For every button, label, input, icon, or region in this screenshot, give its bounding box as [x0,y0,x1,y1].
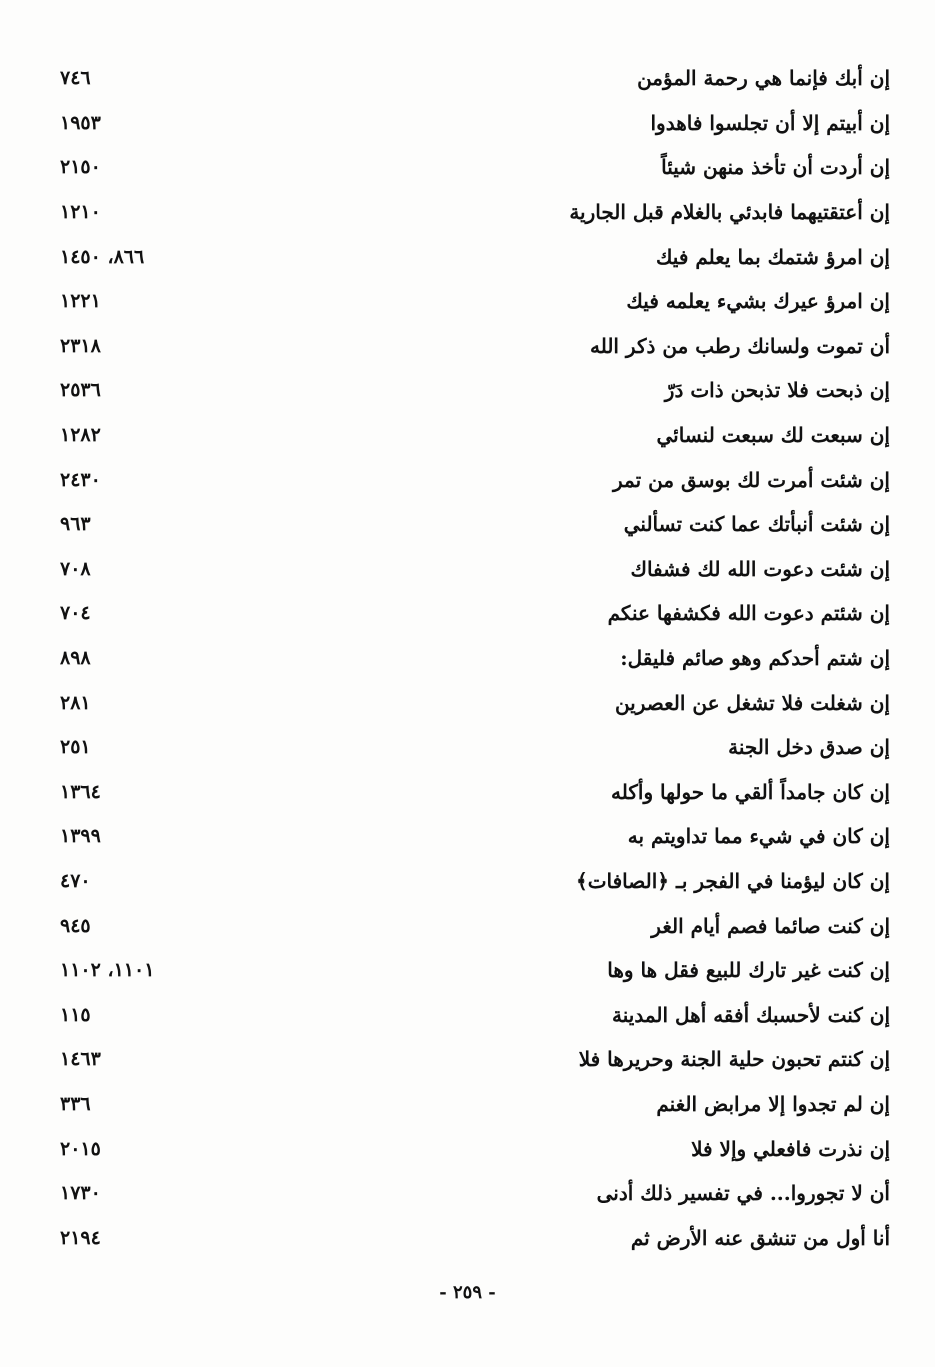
index-entry [60,1126,890,1171]
page-number: - ٢٥٩ - [439,1282,496,1303]
entry-text: أنا أول من تنشق عنه الأرض ثم [630,1225,890,1250]
entry-text: إن سبعت لك سبعت لنسائي [656,423,890,448]
entry-text: إن شئت أنبأتك عما كنت تسألني [623,512,890,537]
entry-text: أن تموت ولسانك رطب من ذكر الله [589,333,890,358]
entry-text: إن كنتم تحبون حلية الجنة وحريرها فلا [578,1047,890,1072]
entry-text: إن امرؤ شتمك بما يعلم فيك [655,244,890,269]
entry-reference-number: ٢٤٣٠ [60,468,101,491]
index-entry [60,368,890,413]
entry-reference-number: ٩٤٥ [60,914,91,937]
index-entry [60,547,890,592]
entry-text: إن كنت لأحسبك أفقه أهل المدينة [612,1002,890,1027]
index-entry [60,636,890,681]
entry-reference-number: ٣٣٦ [60,1092,91,1115]
entry-text: إن شئتم دعوت الله فكشفها عنكم [607,601,890,626]
index-entry [60,324,890,369]
entry-reference-number: ٢١٩٤ [60,1226,101,1249]
entry-text: إن أبيتم إلا أن تجلسوا فاهدوا [650,110,890,135]
index-entry [60,859,890,904]
entry-text: إن شتم أحدكم وهو صائم فليقل: [620,646,890,671]
index-entry [60,591,890,636]
index-entry [60,234,890,279]
entry-reference-number: ١٢١٠ [60,201,101,224]
index-entry [60,992,890,1037]
entry-reference-number: ٨٦٦، ١٤٥٠ [60,245,145,268]
entry-reference-number: ١١٠١، ١١٠٢ [60,959,155,982]
entry-reference-number: ١٤٦٣ [60,1048,101,1071]
index-entry [60,190,890,235]
entry-text: إن شئت دعوت الله لك فشفاك [630,556,890,581]
entry-reference-number: ٩٦٣ [60,513,91,536]
entry-text: إن امرؤ عيرك بشيء يعلمه فيك [626,289,890,314]
entry-reference-number: ١٩٥٣ [60,111,101,134]
entry-reference-number: ٤٧٠ [60,869,91,892]
entry-text: إن كنت غير تارك للبيع فقل ها وها [607,958,890,983]
entry-text: إن كان في شيء مما تداويتم به [627,824,890,849]
entry-reference-number: ٧٤٦ [60,67,91,90]
index-entry [60,457,890,502]
entry-reference-number: ١٣٩٩ [60,825,101,848]
entry-reference-number: ٧٠٤ [60,602,91,625]
entry-reference-number: ٢١٥٠ [60,156,101,179]
entry-reference-number: ١٢٨٢ [60,424,101,447]
entry-text: إن كان ليؤمنا في الفجر بـ ﴿الصافات﴾ [575,868,890,893]
entry-reference-number: ٢٨١ [60,691,91,714]
entry-reference-number: ٢٥١ [60,736,91,759]
index-entry [60,56,890,101]
index-entry [60,903,890,948]
entry-text: إن أعتقتيهما فابدئي بالغلام قبل الجارية [569,200,890,225]
entry-text: إن أبك فإنما هي رحمة المؤمن [637,66,890,91]
entry-text: إن صدق دخل الجنة [728,735,890,760]
entry-reference-number: ١٢٢١ [60,290,101,313]
index-entry [60,1082,890,1127]
entry-reference-number: ٨٩٨ [60,647,91,670]
entry-reference-number: ١١٥ [60,1003,91,1026]
index-entry [60,101,890,146]
entry-reference-number: ٢٣١٨ [60,334,101,357]
entry-text: إن كنت صائما فصم أيام الغر [651,913,890,938]
entry-reference-number: ١٣٦٤ [60,780,101,803]
index-entry [60,770,890,815]
index-entry [60,145,890,190]
entry-reference-number: ٢٠١٥ [60,1137,101,1160]
entry-text: أن لا تجوروا... في تفسير ذلك أدنى [596,1181,890,1206]
entry-reference-number: ١٧٣٠ [60,1182,101,1205]
index-entry [60,1215,890,1260]
index-entry [60,725,890,770]
entry-text: إن نذرت فافعلي وإلا فلا [691,1136,890,1161]
index-entry [60,1037,890,1082]
entry-text: إن شغلت فلا تشغل عن العصرين [614,690,890,715]
entry-text: إن ذبحت فلا تذبحن ذات دَرّ [664,378,890,403]
entry-reference-number: ٧٠٨ [60,557,91,580]
index-entry [60,279,890,324]
entry-reference-number: ٢٥٣٦ [60,379,101,402]
entry-text: إن كان جامداً ألقي ما حولها وأكله [611,779,890,804]
index-entry [60,413,890,458]
index-entry [60,814,890,859]
index-entry [60,680,890,725]
index-entry [60,948,890,993]
entry-text: إن لم تجدوا إلا مرابض الغنم [656,1091,890,1116]
index-entry [60,1171,890,1216]
entry-text: إن شئت أمرت لك بوسق من تمر [613,467,890,492]
entry-text: إن أردت أن تأخذ منهن شيئاً [661,155,890,180]
index-entry [60,502,890,547]
index-entry-list [60,56,890,1260]
